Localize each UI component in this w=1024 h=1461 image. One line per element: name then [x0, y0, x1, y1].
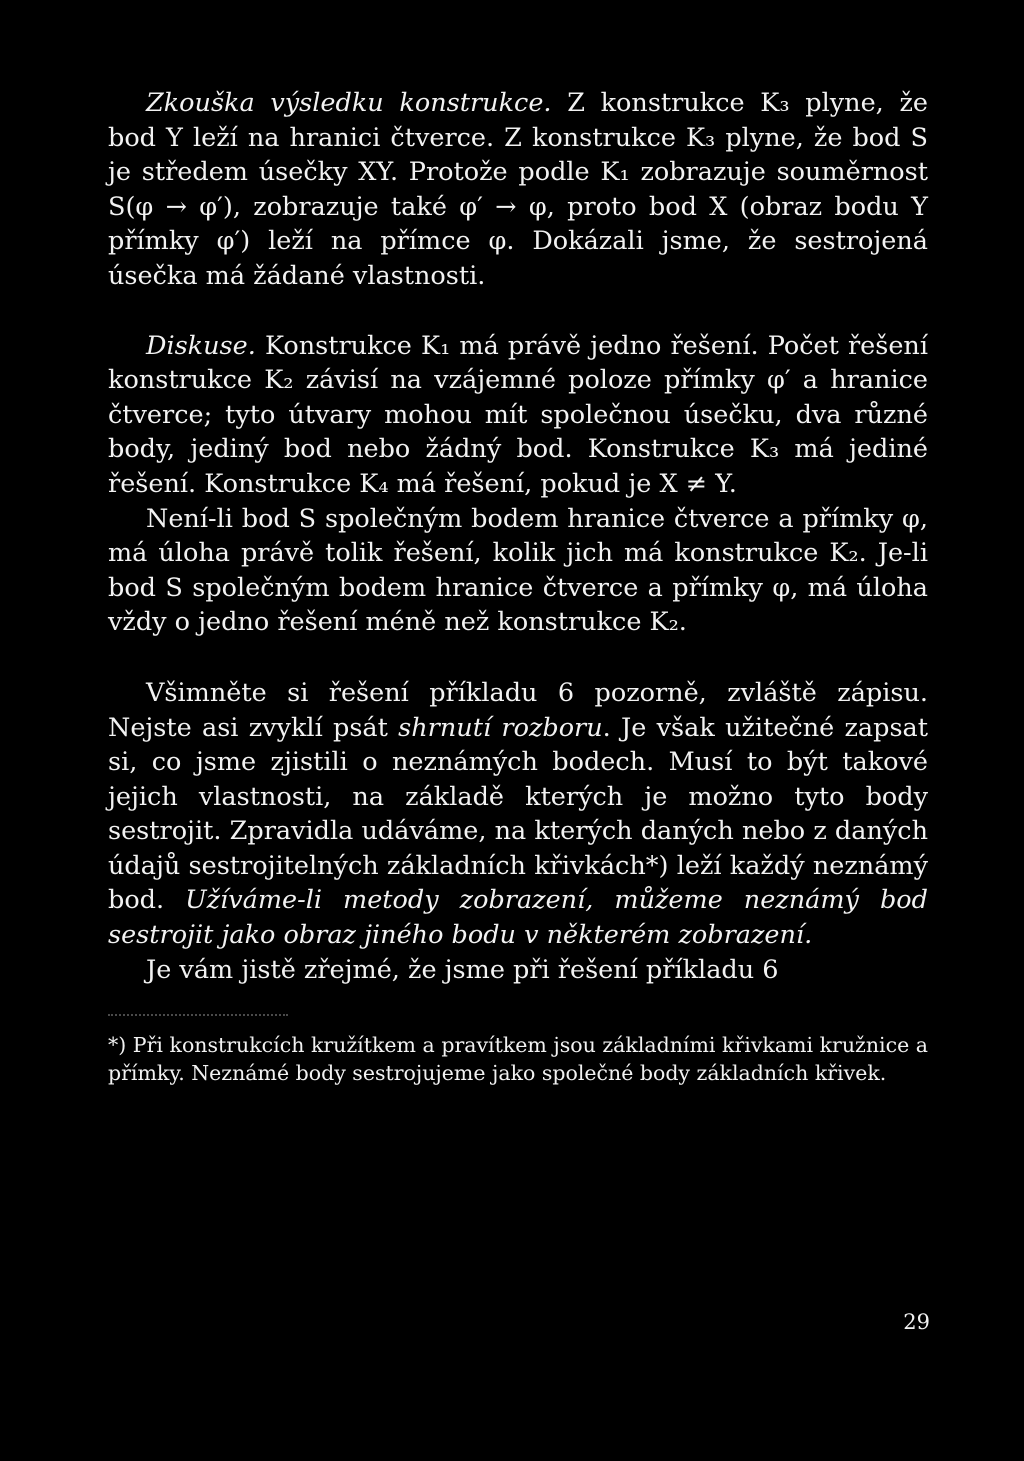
- page-body: [108, 86, 928, 1087]
- footnote: [108, 1032, 928, 1087]
- italic-shrnuti-rozboru: shrnutí rozboru: [398, 712, 603, 743]
- page-number: 29: [903, 1310, 930, 1334]
- footnote-text: *) Při konstrukcích kružítkem a pravítkem jsou základními křivkami kružnice a přímky. Neznámé body sestrojujeme jako společné body základních křivek.: [108, 1033, 928, 1085]
- paragraph-diskuse: [108, 329, 928, 502]
- paragraph-text-diskuse: Konstrukce K₁ má právě jedno řešení. Počet řešení konstrukce K₂ závisí na vzájemné poloze přímky φ′ a hranice čtverce; tyto útvary mohou mít společnou úsečku, dva různé body, jediný bod nebo žádný bod. Konstrukce K₃ má jediné řešení. Konstrukce K₄ má řešení, pokud je X ≠ Y.: [108, 330, 928, 499]
- italic-lead-zkouska: Zkouška výsledku konstrukce.: [146, 88, 552, 118]
- paragraph-text-zkouska: Z konstrukce K₃ plyne, že bod Y leží na hranici čtverce. Z konstrukce K₃ plyne, že bod S je středem úsečky XY. Protože podle K₁ zobrazuje souměrnost S(φ → φ′), zobrazuje také φ′ → φ, proto bod X (obraz bodu Y přímky φ′) leží na přímce φ. Dokázali jsme, že sestrojená úsečka má žádané vlastnosti.: [108, 88, 928, 291]
- italic-lead-diskuse: Diskuse.: [146, 330, 256, 361]
- paragraph-neni-li: [108, 502, 928, 640]
- paragraph-zkouska: [108, 86, 928, 294]
- paragraph-vsimnete: [108, 676, 928, 953]
- footnote-separator: [108, 1014, 288, 1022]
- paragraph-je-vam: [108, 953, 928, 988]
- paragraph-text-vsimnete-before: Všimněte si řešení příkladu 6 pozorně, zvláště zápisu. Nejste asi zvyklí psát: [108, 677, 928, 743]
- paragraph-text-vsimnete-after: . Je však užitečné zapsat si, co jsme zjistili o neznámých bodech. Musí to být takové jejich vlastnosti, na základě kterých je možno tyto body sestrojit. Zpravidla udáváme, na kterých daných nebo z daných údajů sestrojitelných základních křivkách*) leží každý neznámý bod.: [108, 712, 928, 916]
- paragraph-text-je-vam: Je vám jistě zřejmé, že jsme při řešení příkladu 6: [146, 954, 779, 985]
- paragraph-text-neni-li: Není-li bod S společným bodem hranice čtverce a přímky φ, má úloha právě tolik řešení, kolik jich má konstrukce K₂. Je-li bod S společným bodem hranice čtverce a přímky φ, má úloha vždy o jedno řešení méně než konstrukce K₂.: [108, 503, 928, 638]
- italic-tail-vsimnete: Užíváme-li metody zobrazení, můžeme neznámý bod sestrojit jako obraz jiného bodu v některém zobrazení.: [108, 885, 928, 951]
